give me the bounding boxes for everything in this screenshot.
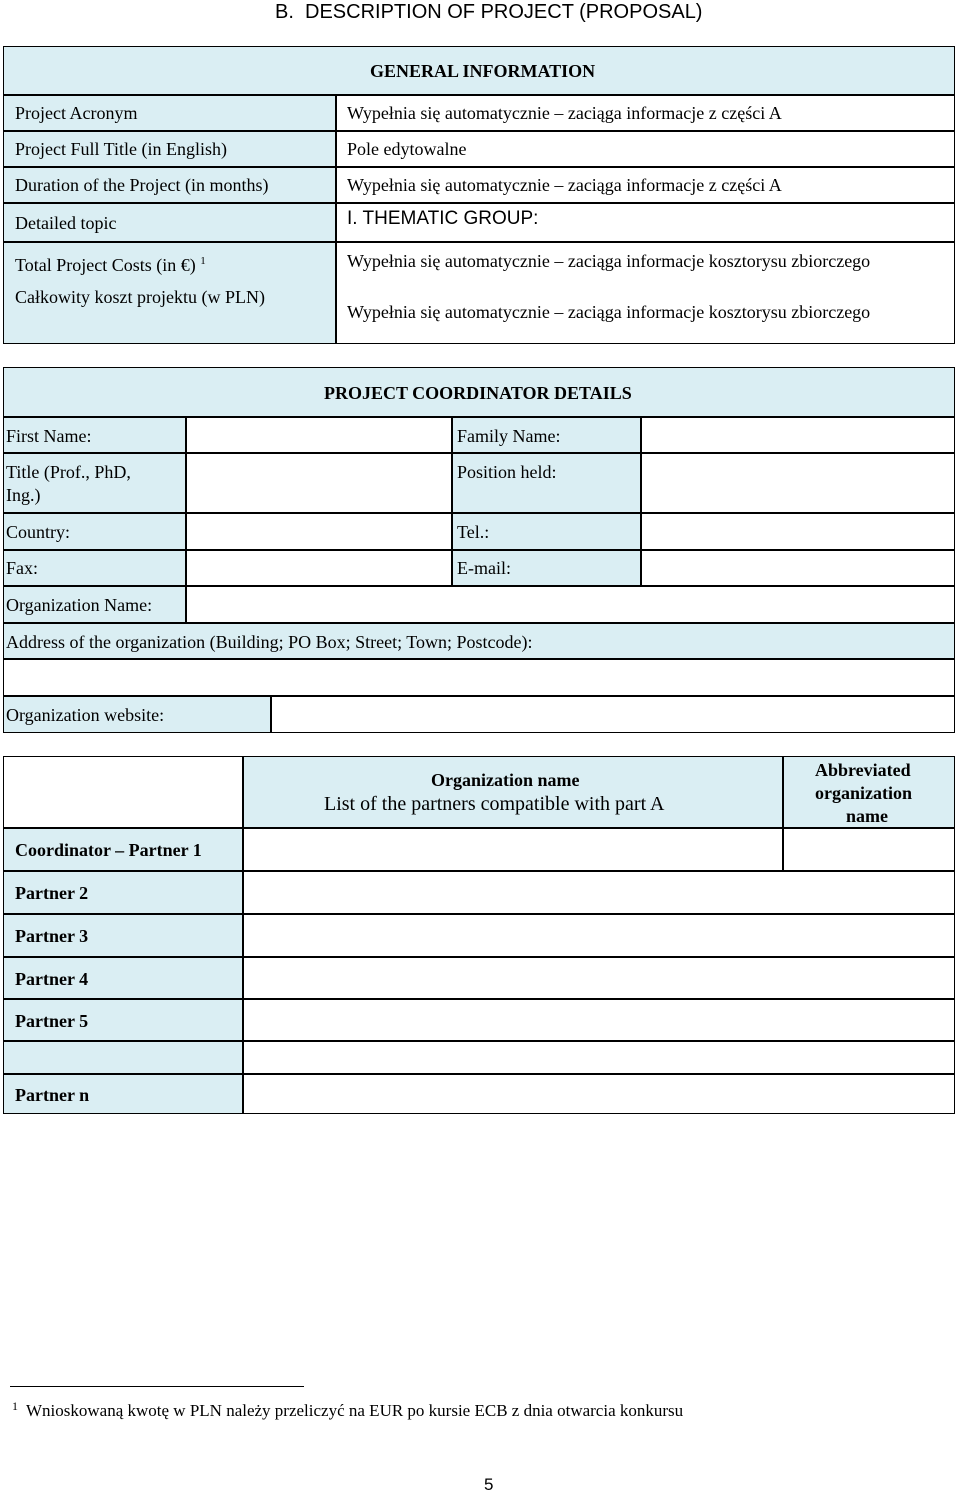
project-full-title-value: Pole edytowalne [347,139,467,159]
fax-field[interactable] [186,550,452,586]
partner-row-label: Partner 3 [15,926,89,946]
title-field[interactable] [186,453,452,513]
partner-row-label: Partner n [15,1085,90,1105]
email-field[interactable] [641,550,955,586]
family-name-label: Family Name: [457,426,561,446]
abbr-column-title-line2: organization [815,783,912,803]
partner-org-name-field[interactable] [243,999,955,1041]
partner-row-label: Partner 4 [15,969,89,989]
page-number: 5 [484,1475,494,1494]
org-name-column-header [243,756,783,828]
project-acronym-label: Project Acronym [15,103,138,123]
total-costs-pln-value: Wypełnia się automatycznie – zaciąga informacje kosztorysu zbiorczego [347,302,871,322]
section-title: B. DESCRIPTION OF PROJECT (PROPOSAL) [275,1,703,23]
partner-org-name-field[interactable] [243,871,955,914]
partner-abbr-field[interactable] [783,828,955,871]
family-name-field[interactable] [641,417,955,453]
title-label-line2: Ing.) [6,485,41,505]
total-costs-eur-label [15,250,206,276]
detailed-topic-label: Detailed topic [15,213,117,233]
email-label: E-mail: [457,558,511,578]
org-name-field[interactable] [186,586,955,623]
first-name-label: First Name: [6,426,92,446]
position-held-label: Position held: [457,462,557,482]
org-name-column-title: Organization name [431,770,580,790]
title-label-line1: Title (Prof., PhD, [6,462,131,482]
organization-name-label: Organization Name: [6,595,153,615]
partners-header-empty-cell [3,756,243,828]
address-field[interactable] [3,659,955,696]
website-field[interactable] [271,696,955,733]
project-full-title-label: Project Full Title (in English) [15,139,228,159]
total-costs-eur-value: Wypełnia się automatycznie – zaciąga informacje kosztorysu zbiorczego [347,251,871,271]
partner-row-label: Coordinator – Partner 1 [15,840,202,860]
partner-label-cell [3,1041,243,1074]
country-label: Country: [6,522,71,542]
fax-label: Fax: [6,558,39,578]
partner-org-name-field[interactable] [243,1041,955,1074]
project-acronym-value: Wypełnia się automatycznie – zaciąga informacje z części A [347,103,782,123]
coordinator-header: PROJECT COORDINATOR DETAILS [324,383,632,403]
project-duration-value: Wypełnia się automatycznie – zaciąga informacje z części A [347,175,782,195]
general-info-header: GENERAL INFORMATION [370,61,596,81]
footnote-separator [10,1386,304,1387]
thematic-group-value: I. THEMATIC GROUP: [347,208,539,229]
tel-label: Tel.: [457,522,490,542]
footnote-reference: 1 [200,255,206,267]
abbr-column-title-line3: name [846,806,888,826]
tel-field[interactable] [641,513,955,550]
country-field[interactable] [186,513,452,550]
abbr-column-title-line1: Abbreviated [815,760,911,780]
partner-row-label: Partner 5 [15,1011,89,1031]
partner-row-label: Partner 2 [15,883,89,903]
footnote-marker: 1 [12,1399,18,1413]
total-costs-pln-label: Całkowity koszt projektu (w PLN) [15,287,265,307]
partner-org-name-field[interactable] [243,828,783,871]
total-costs-eur-label-text: Total Project Costs (in €) [15,255,196,275]
position-field[interactable] [641,453,955,513]
partner-org-name-field[interactable] [243,914,955,957]
partner-org-name-field[interactable] [243,957,955,999]
organization-website-label: Organization website: [6,705,165,725]
footnote-text: Wnioskowaną kwotę w PLN należy przeliczyć na EUR po kursie ECB z dnia otwarcia konkursu [26,1401,684,1420]
address-label: Address of the organization (Building; PO Box; Street; Town; Postcode): [6,632,533,652]
org-name-column-subtitle: List of the partners compatible with part A [324,793,665,815]
first-name-field[interactable] [186,417,452,453]
partner-org-name-field[interactable] [243,1074,955,1114]
project-duration-label: Duration of the Project (in months) [15,175,269,195]
